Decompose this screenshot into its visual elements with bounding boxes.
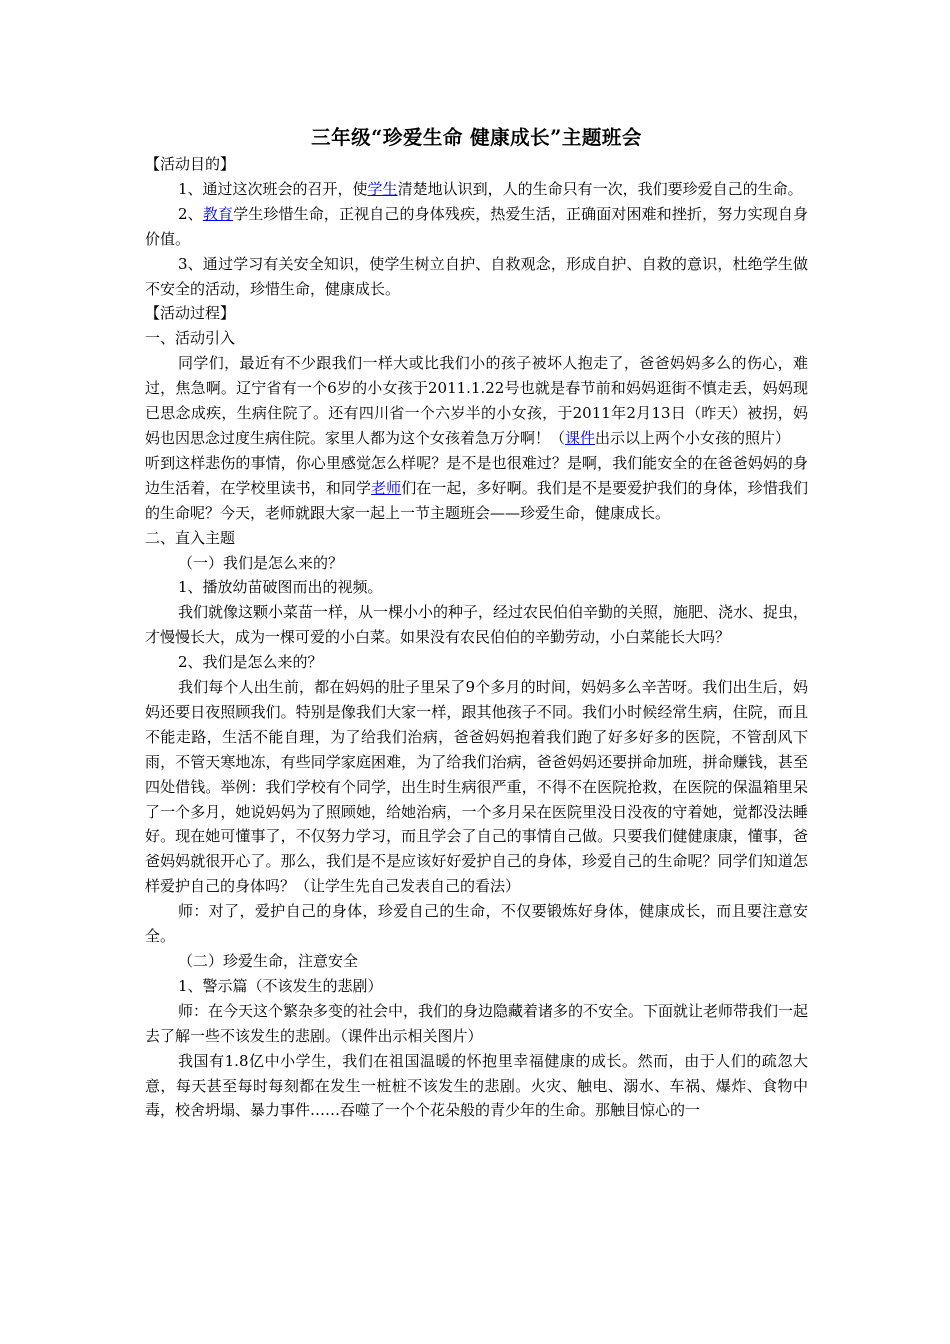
- teacher-remark-1: 师：对了，爱护自己的身体，珍爱自己的生命，不仅要锻炼好身体，健康成长，而且要注意安全。: [145, 902, 808, 946]
- process-heading: 【活动过程】: [145, 304, 236, 323]
- subsection-2-heading: （二）珍爱生命，注意安全: [178, 952, 359, 970]
- link-education[interactable]: 教育: [202, 204, 234, 223]
- document-title: 三年级“珍爱生命 健康成长”主题班会: [311, 126, 642, 149]
- hear-paragraph: 听到这样悲伤的事情，你心里感觉怎么样呢？是不是也很难过？是啊，我们能安全的在爸爸妈妈的身边生活着，在学校里读书，和同学老师们在一起，多好啊。我们是不是要爱护我们的身体，珍惜我们的生命呢？今天，老师就跟大家一起上一节主题班会——珍爱生命，健康成长。: [145, 453, 808, 522]
- subsection-1-heading: （一）我们是怎么来的？: [178, 553, 344, 572]
- purpose-item-2: 2、教育学生珍惜生命，正视自己的身体残疾，热爱生活，正确面对困难和挫折，努力实现自身价值。: [145, 204, 808, 248]
- intro-paragraph: 同学们，最近有不少跟我们一样大或比我们小的孩子被坏人抱走了，爸爸妈妈多么的伤心，难过，焦急啊。辽宁省有一个6岁的小女孩于2011.1.22号也就是春节前和妈妈逛街不慎走丢，妈妈现已思念成疾，生病住院了。还有四川省一个六岁半的小女孩，于2011年2月13日（昨天）被拐，妈妈也因思念过度生病住院。家里人都为这个女孩着急万分啊！（课件出示以上两个小女孩的照片）: [145, 354, 808, 447]
- teacher-remark-2: 师：在今天这个繁杂多变的社会中，我们的身边隐藏着诸多的不安全。下面就让老师带我们一起去了解一些不该发生的悲剧。（课件出示相关图片）: [145, 1001, 809, 1045]
- item-1-text: 我们就像这颗小菜苗一样，从一棵小小的种子，经过农民伯伯辛勤的关照，施肥、浇水、捉虫，才慢慢长大，成为一棵可爱的小白菜。如果没有农民伯伯的辛勤劳动，小白菜能长大吗？: [145, 603, 809, 647]
- link-courseware[interactable]: 课件: [565, 428, 596, 447]
- last-paragraph: 我国有1.8亿中小学生，我们在祖国温暖的怀抱里幸福健康的成长。然而，由于人们的疏忽大意，每天甚至每时每刻都在发生一桩桩不该发生的悲剧。火灾、触电、溺水、车祸、爆炸、食物中毒，校舍坍塌、暴力事件……吞噬了一个个花朵般的青少年的生命。那触目惊心的一: [145, 1051, 808, 1120]
- link-student[interactable]: 学生: [367, 179, 398, 198]
- purpose-heading: 【活动目的】: [145, 155, 236, 173]
- item-1-heading: 1、播放幼苗破图而出的视频。: [178, 578, 383, 597]
- warning-heading: 1、警示篇（不该发生的悲剧）: [178, 976, 383, 995]
- section-2-heading: 二、直入主题: [145, 528, 236, 547]
- section-1-heading: 一、活动引入: [145, 329, 236, 348]
- purpose-item-3: 3、通过学习有关安全知识，使学生树立自护、自救观念，形成自护、自救的意识，杜绝学生做不安全的活动，珍惜生命，健康成长。: [145, 254, 808, 298]
- purpose-item-1: 1、通过这次班会的召开，使学生清楚地认识到，人的生命只有一次，我们要珍爱自己的生命。: [178, 179, 803, 198]
- item-2-text: 我们每个人出生前，都在妈妈的肚子里呆了9个多月的时间，妈妈多么辛苦呀。我们出生后，妈妈还要日夜照顾我们。特别是像我们大家一样，跟其他孩子不同。我们小时候经常生病，住院，而且不能走路，生活不能自理，为了给我们治病，爸爸妈妈抱着我们跑了好多好多的医院，不管刮风下雨，不管天寒地冻，有些同学家庭困难，为了给我们治病，爸爸妈妈还要拼命加班，拼命赚钱，甚至四处借钱。举例：我们学校有个同学，出生时生病很严重，不得不在医院抢救，在医院的保温箱里呆了一个多月，她说妈妈为了照顾她，给她治病，一个多月呆在医院里没日没夜的守着她，觉都没法睡好。现在她可懂事了，不仅努力学习，而且学会了自己的事情自己做。只要我们健健康康，懂事，爸爸妈妈就很开心了。那么，我们是不是应该好好爱护自己的身体，珍爱自己的生命呢？同学们知道怎样爱护自己的身体吗？（让学生先自己发表自己的看法）: [145, 678, 808, 896]
- document-page: [145, 124, 808, 1123]
- link-teacher[interactable]: 老师: [371, 478, 402, 497]
- item-2-heading: 2、我们是怎么来的？: [178, 653, 323, 672]
